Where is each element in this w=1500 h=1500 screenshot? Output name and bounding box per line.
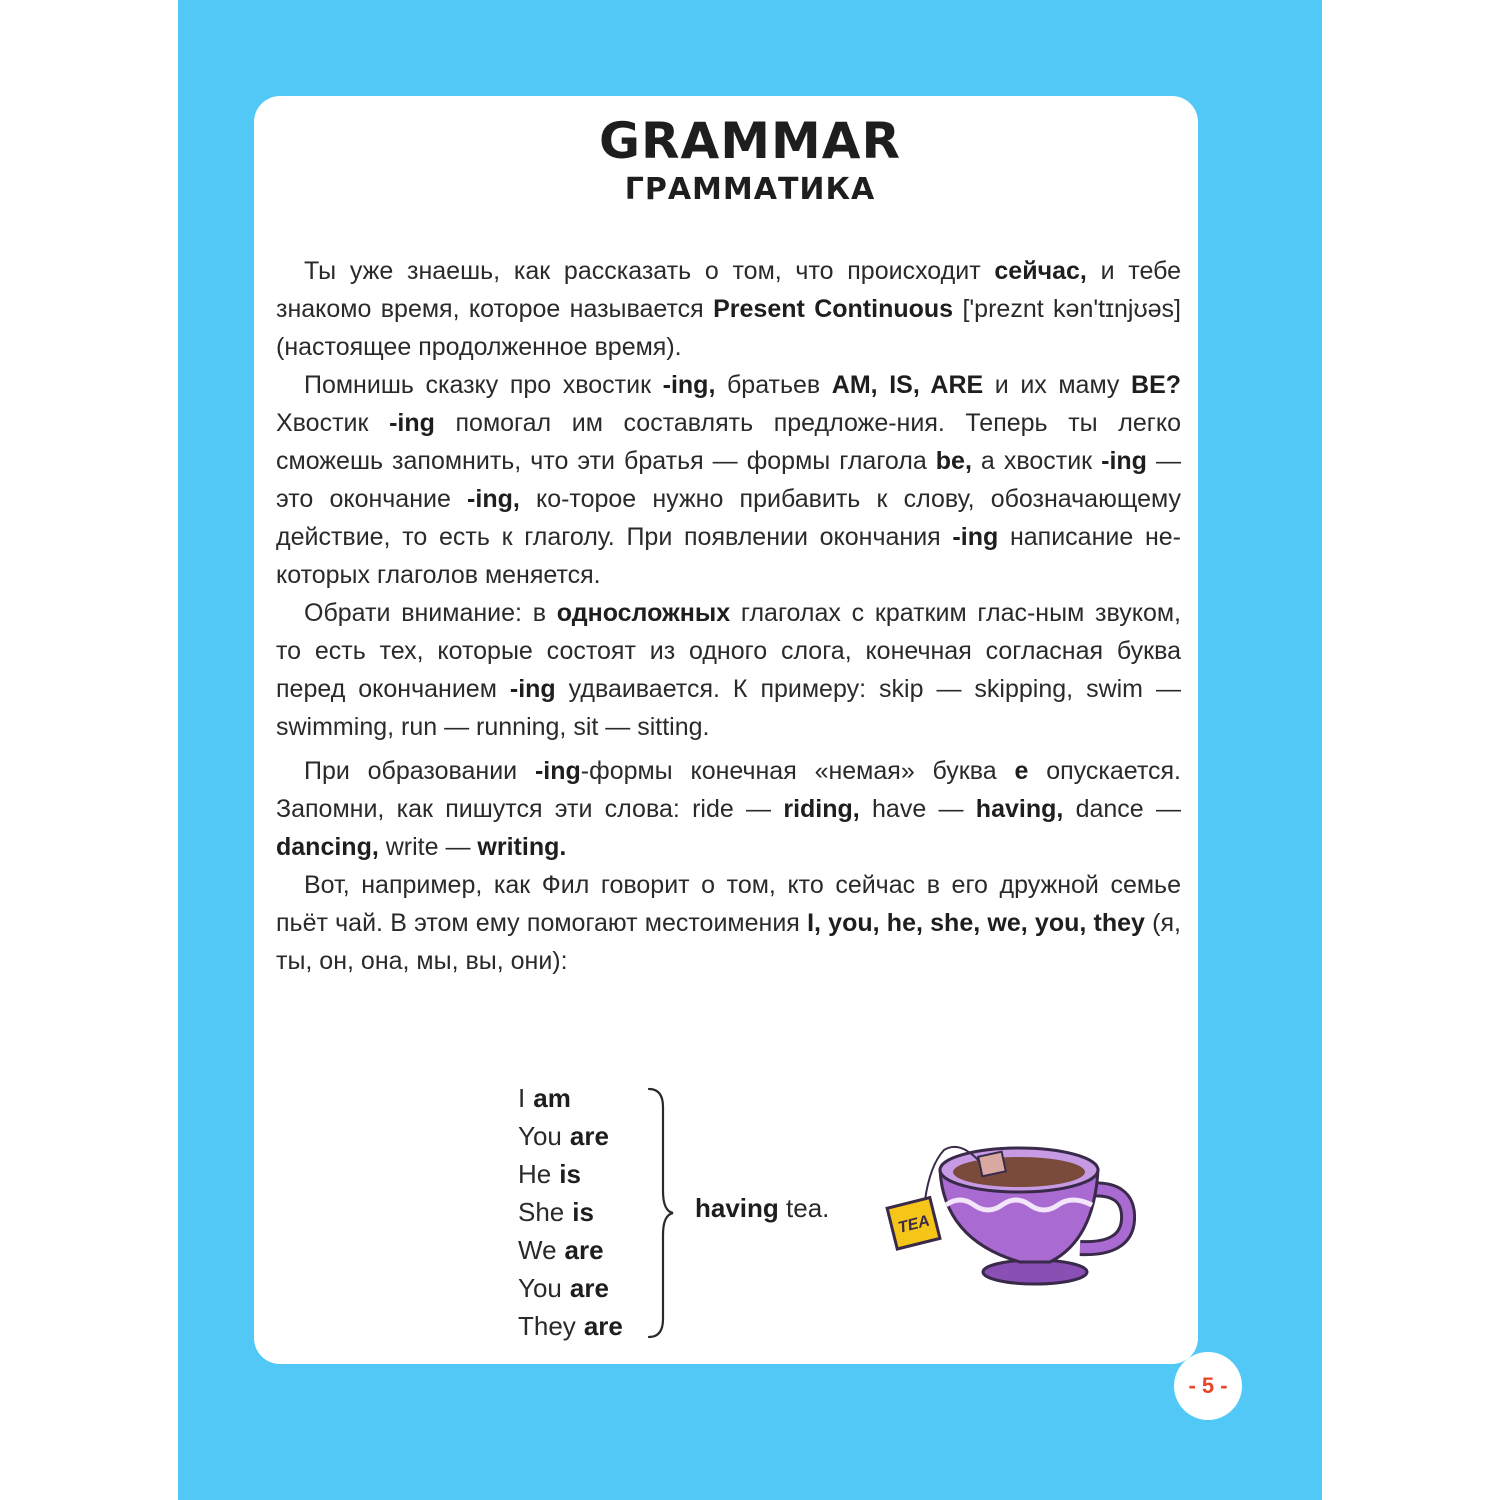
verb-be-form: is [559,1159,581,1189]
paragraph [276,752,1181,866]
paragraph-text: -формы конечная «немая» буква [580,757,1015,785]
emphasis-text: riding, [783,795,860,823]
paragraph-text: (я, ты, он, она, мы, вы, они): [276,909,1181,975]
conjugation-row [518,1307,623,1345]
emphasis-text: having, [975,795,1064,823]
conjugation-row [518,1079,623,1117]
conjugation-row [518,1117,623,1155]
emphasis-text: -ing [389,409,435,437]
pronoun: They [518,1311,576,1341]
paragraph-text: ко-торое нужно прибавить к слову, обозначающему действие, то есть к глаголу. При появлении окончания [276,485,1181,551]
emphasis-text: -ing, [662,371,716,399]
paragraph [276,594,1181,746]
emphasis-text: сейчас, [994,257,1087,285]
conjugation-row [518,1231,623,1269]
paragraph-text: и их маму [983,371,1132,399]
conjugation-list [518,1079,623,1345]
paragraph-text: написание не-которых глаголов меняется. [276,523,1181,589]
page-number: - 5 - [1174,1352,1242,1420]
emphasis-text: I, you, he, she, we, you, they [807,909,1145,937]
emphasis-text: Present Continuous [713,295,954,323]
emphasis-text: writing. [477,833,567,861]
page-title: GRAMMAR [599,112,901,170]
paragraph-text: ['preznt kən'tɪnjʊəs] (настоящее продолженное время). [276,295,1181,361]
paragraph-text: Ты уже знаешь, как рассказать о том, что происходит [304,257,995,285]
verb-be-form: is [572,1197,594,1227]
emphasis-text: -ing [952,523,999,551]
paragraph-text: Помнишь сказку про хвостик [304,371,663,399]
curly-brace-icon [645,1085,675,1341]
conjugation-row [518,1155,623,1193]
emphasis-text: -ing [1101,447,1147,475]
paragraph-text: помогал им составлять предложе-ния. Теперь ты легко сможешь запомнить, что эти братья — формы глагола [276,409,1181,475]
paragraph-text: have — [859,795,976,823]
verb-be-form: are [583,1311,623,1341]
paragraph-text: Хвостик [276,409,390,437]
emphasis-text: -ing, [467,485,520,513]
paragraph-text: — это окончание [276,447,1181,513]
paragraph-text: опускается. Запомни, как пишутся эти слова: ride — [276,757,1181,823]
grammar-explanation [276,252,1181,980]
pronoun: We [518,1235,557,1265]
paragraph-text: удваивается. К примеру: skip — skipping, swim — swimming, run — running, sit — sitting. [276,675,1181,741]
emphasis-text: -ing [509,675,556,703]
pronoun: You [518,1273,562,1303]
paragraph-text: При образовании [304,757,535,785]
verb-be-form: are [564,1235,604,1265]
paragraph [276,366,1181,594]
emphasis-text: e [1014,757,1029,785]
emphasis-text: -ing [534,757,581,785]
emphasis-text: AM, IS, ARE [831,371,984,399]
paragraph-text: write — [378,833,478,861]
tea-tag-label: TEA [896,1212,932,1237]
paragraph-text: Обрати внимание: в [304,599,557,627]
pronoun: I [518,1083,526,1113]
predicate-verb: having [695,1193,779,1223]
pronoun: He [518,1159,552,1189]
emphasis-text: BE? [1131,371,1182,399]
conjugation-row [518,1269,623,1307]
paragraph-text: и тебе знакомо время, которое называется [276,257,1182,323]
emphasis-text: dancing, [276,833,379,861]
paragraph-text: глаголах с кратким глас-ным звуком, то есть тех, которые состоят из одного слога, конечная согласная буква перед окончанием [276,599,1181,703]
emphasis-text: be, [935,447,972,475]
paragraph-text: Вот, например, как Фил говорит о том, кто сейчас в его дружной семье пьёт чай. В этом ему помогают местоимения [276,871,1181,937]
teacup-icon [880,1130,1140,1290]
verb-be-form: are [569,1273,609,1303]
conjugation-row [518,1193,623,1231]
paragraph [276,866,1181,980]
page-subtitle: ГРАММАТИКА [624,172,876,207]
conjugation-predicate [695,1193,829,1224]
verb-be-form: are [569,1121,609,1151]
predicate-object: tea. [786,1193,830,1223]
pronoun: You [518,1121,562,1151]
paragraph [276,252,1181,366]
pronoun: She [518,1197,565,1227]
emphasis-text: односложных [556,599,731,627]
paragraph-text: а хвостик [971,447,1102,475]
verb-be-form: am [533,1083,571,1113]
paragraph-text: dance — [1063,795,1181,823]
paragraph-text: братьев [715,371,832,399]
